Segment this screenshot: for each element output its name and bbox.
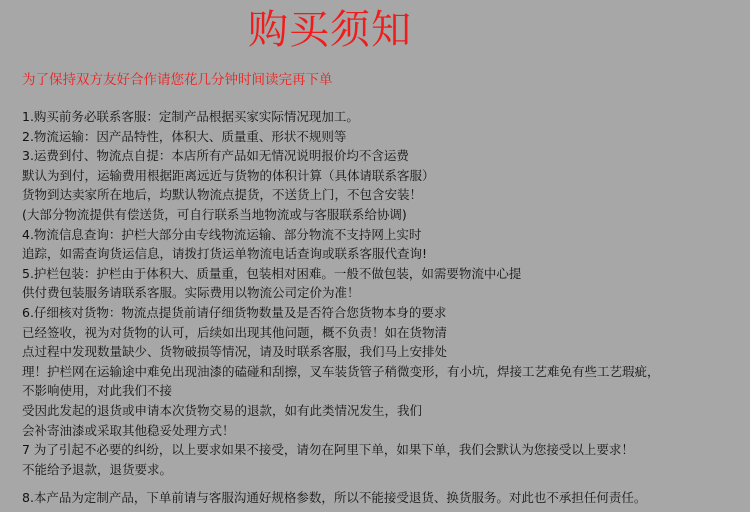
notice-line: 点过程中发现数量缺少、货物破损等情况，请及时联系客服，我们马上安排处 [22,344,448,360]
notice-line: 默认为到付，运输费用根据距离远近与货物的体积计算（具体请联系客服） [22,167,435,183]
notice-line: 不影响使用，对此我们不接 [22,383,173,399]
notice-line: 1.购买前务必联系客服：定制产品根据买家实际情况现加工。 [22,109,359,124]
notice-line: 已经签收，视为对货物的认可，后续如出现其他问题，概不负责！如在货物清 [22,324,448,340]
notice-line: 4.物流信息查询：护栏大部分由专线物流运输、部分物流不支持网上实时 [22,226,422,242]
notice-line: 8.本产品为定制产品，下单前请与客服沟通好规格参数，所以不能接受退货、换货服务。对此也不承担任何责任。 [22,490,647,506]
notice-line: (大部分物流提供有偿送货，可自行联系当地物流或与客服联系给协调) [22,206,407,222]
notice-line: 货物到达卖家所在地后，均默认物流点提货，不送货上门，不包含安装！ [22,187,423,203]
notice-line: 2.物流运输：因产品特性，体积大、质量重、形状不规则等 [22,128,347,144]
notice-line: 5.护栏包装：护栏由于体积大、质量重，包装相对困难。一般不做包装，如需要物流中心提 [22,265,522,281]
notice-line: 3.运费到付、物流点自提：本店所有产品如无情况说明报价均不含运费 [22,148,409,164]
notice-body [22,107,748,508]
notice-line: 供付费包装服务请联系客服。实际费用以物流公司定价为准！ [22,285,360,301]
notice-line: 不能给予退款，退货要求。 [22,461,173,477]
notice-line: 追踪，如需查询货运信息，请拨打货运单物流电话查询或联系客服代查询! [22,246,428,262]
notice-line: 受因此发起的退货或申请本次货物交易的退款，如有此类情况发生，我们 [22,402,423,418]
notice-line: 6.仔细核对货物：物流点提货前请仔细货物数量及是否符合您货物本身的要求 [22,304,447,320]
notice-spacer [22,479,748,488]
notice-subtitle: 为了保持双方友好合作请您花几分钟时间读完再下单 [22,72,333,88]
notice-line: 7 为了引起不必要的纠纷，以上要求如果不接受，请勿在阿里下单，如果下单，我们会默认为您接受以上要求！ [22,442,634,458]
notice-line: 会补寄油漆或采取其他稳妥处理方式！ [22,422,235,438]
notice-line: 理！护栏网在运输途中难免出现油漆的磕碰和刮擦，叉车装货管子稍微变形，有小坑，焊接工艺难免有些工艺瑕疵， [22,363,660,379]
page-title: 购买须知 [248,7,412,53]
